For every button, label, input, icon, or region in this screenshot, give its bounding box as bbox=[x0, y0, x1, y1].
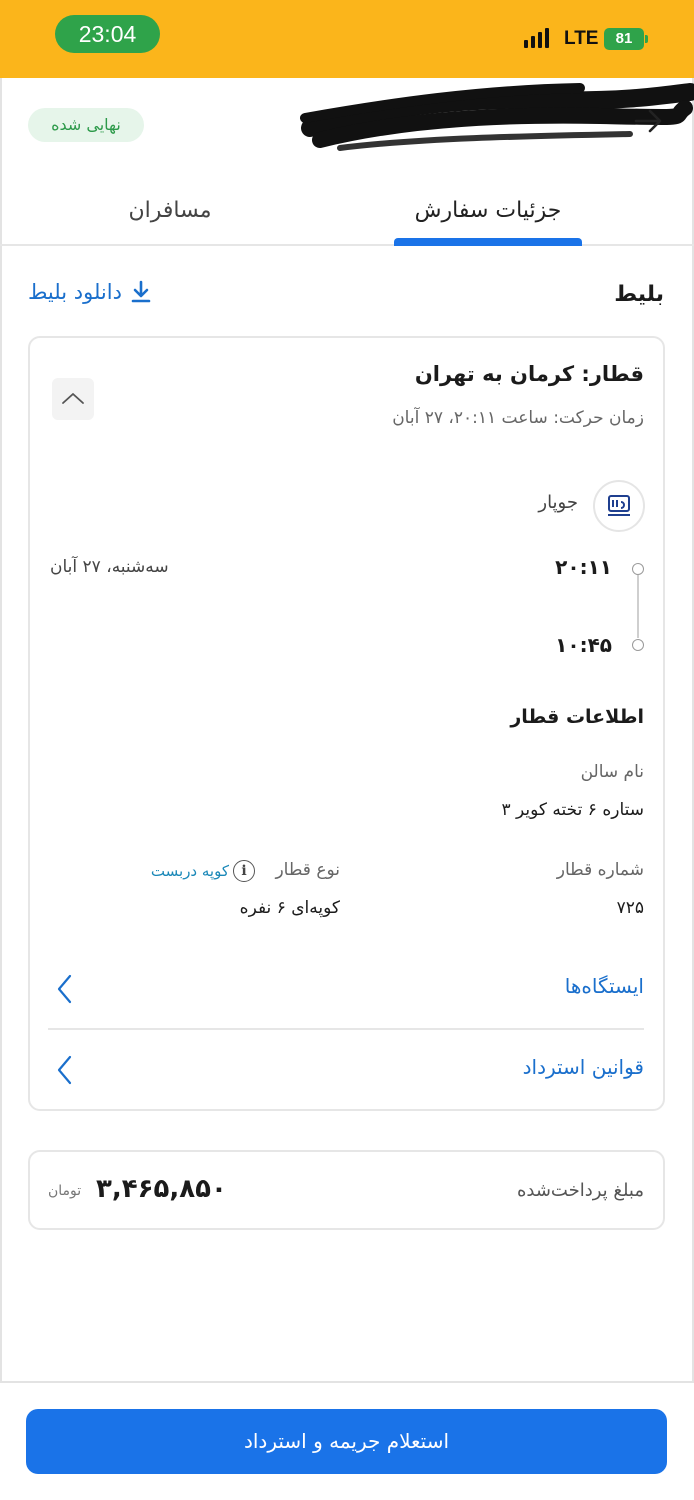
chevron-left-icon[interactable] bbox=[54, 1053, 76, 1087]
divider bbox=[48, 1028, 644, 1030]
coupe-link[interactable]: کوپه دربست bbox=[150, 862, 229, 880]
hall-label: نام سالن bbox=[580, 762, 644, 782]
section-title: بلیط bbox=[614, 282, 664, 307]
hall-value: ۳ ستاره ۶ تخته کویر bbox=[501, 800, 644, 820]
status-time: 23:04 bbox=[55, 15, 160, 53]
train-number-value: ۷۲۵ bbox=[616, 898, 644, 918]
departure-dot bbox=[632, 563, 644, 575]
chevron-up-icon bbox=[52, 378, 94, 420]
train-info-title: اطلاعات قطار bbox=[510, 706, 644, 728]
battery-tip bbox=[645, 35, 648, 43]
info-icon[interactable]: i bbox=[233, 860, 255, 882]
company-name: جوپار bbox=[538, 492, 578, 513]
company-logo bbox=[593, 480, 645, 532]
arrival-time: ۱۰:۴۵ bbox=[555, 633, 612, 657]
train-type-value: کوپه‌ای ۶ نفره bbox=[239, 898, 340, 918]
arrow-right-icon[interactable] bbox=[632, 106, 666, 136]
arrival-dot bbox=[632, 639, 644, 651]
departure-date: سه‌شنبه، ۲۷ آبان bbox=[50, 557, 169, 577]
train-number-label: شماره قطار bbox=[556, 860, 644, 880]
signal-icon bbox=[524, 28, 549, 48]
download-icon bbox=[130, 280, 152, 304]
tab-passengers[interactable]: مسافران bbox=[128, 198, 212, 223]
active-tab-indicator bbox=[394, 238, 582, 246]
battery-icon: 81 bbox=[604, 28, 644, 50]
train-type-label: نوع قطار bbox=[275, 860, 340, 880]
route-line bbox=[637, 575, 639, 638]
refund-rules-link[interactable]: قوانین استرداد bbox=[522, 1055, 644, 1079]
payment-unit: تومان bbox=[48, 1183, 82, 1199]
download-label: دانلود بلیط bbox=[28, 280, 122, 304]
stations-link[interactable]: ایستگاه‌ها bbox=[564, 974, 644, 998]
departure-time: ۲۰:۱۱ bbox=[555, 555, 612, 579]
status-badge: نهایی شده bbox=[28, 108, 144, 142]
download-ticket-button[interactable] bbox=[28, 280, 152, 304]
network-type: LTE bbox=[564, 28, 599, 49]
payment-label: مبلغ پرداخت‌شده bbox=[516, 1180, 644, 1201]
train-title: قطار: کرمان به تهران bbox=[414, 362, 644, 386]
collapse-button[interactable] bbox=[52, 378, 94, 420]
departure-line: زمان حرکت: ساعت ۲۰:۱۱، ۲۷ آبان bbox=[392, 408, 644, 428]
penalty-refund-button[interactable]: استعلام جریمه و استرداد bbox=[26, 1409, 667, 1474]
chevron-left-icon[interactable] bbox=[54, 972, 76, 1006]
payment-amount: ۳,۴۶۵,۸۵۰ bbox=[96, 1174, 227, 1204]
tab-order-details[interactable]: جزئیات سفارش bbox=[414, 198, 562, 223]
